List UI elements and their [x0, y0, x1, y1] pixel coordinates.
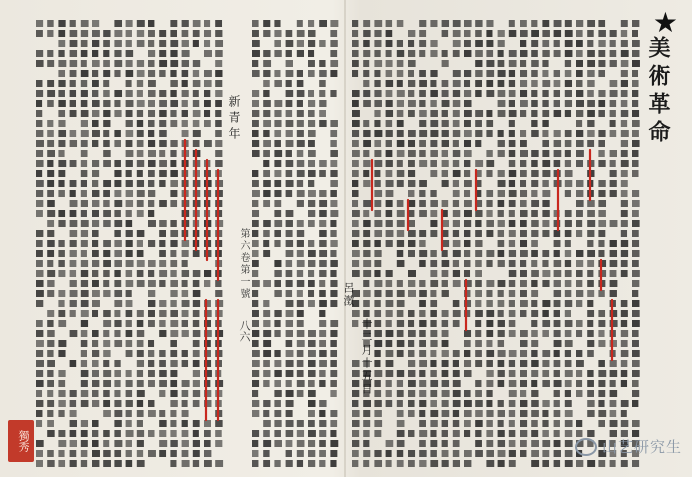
wechat-icon: [575, 438, 597, 456]
watermark: [575, 436, 682, 457]
article-title: 美術革命: [645, 36, 671, 148]
author-signature: 呂澂: [342, 282, 355, 308]
seal-stamp: 獨秀: [8, 420, 34, 462]
page-number: 八六: [238, 320, 251, 342]
issue-label: 第六卷第一號: [238, 228, 249, 300]
signature-date: 十二月十五日: [360, 318, 373, 396]
journal-masthead: 新青年: [227, 95, 241, 143]
star-icon: ★: [652, 6, 678, 39]
watermark-text: 山艺研究生: [601, 438, 682, 456]
